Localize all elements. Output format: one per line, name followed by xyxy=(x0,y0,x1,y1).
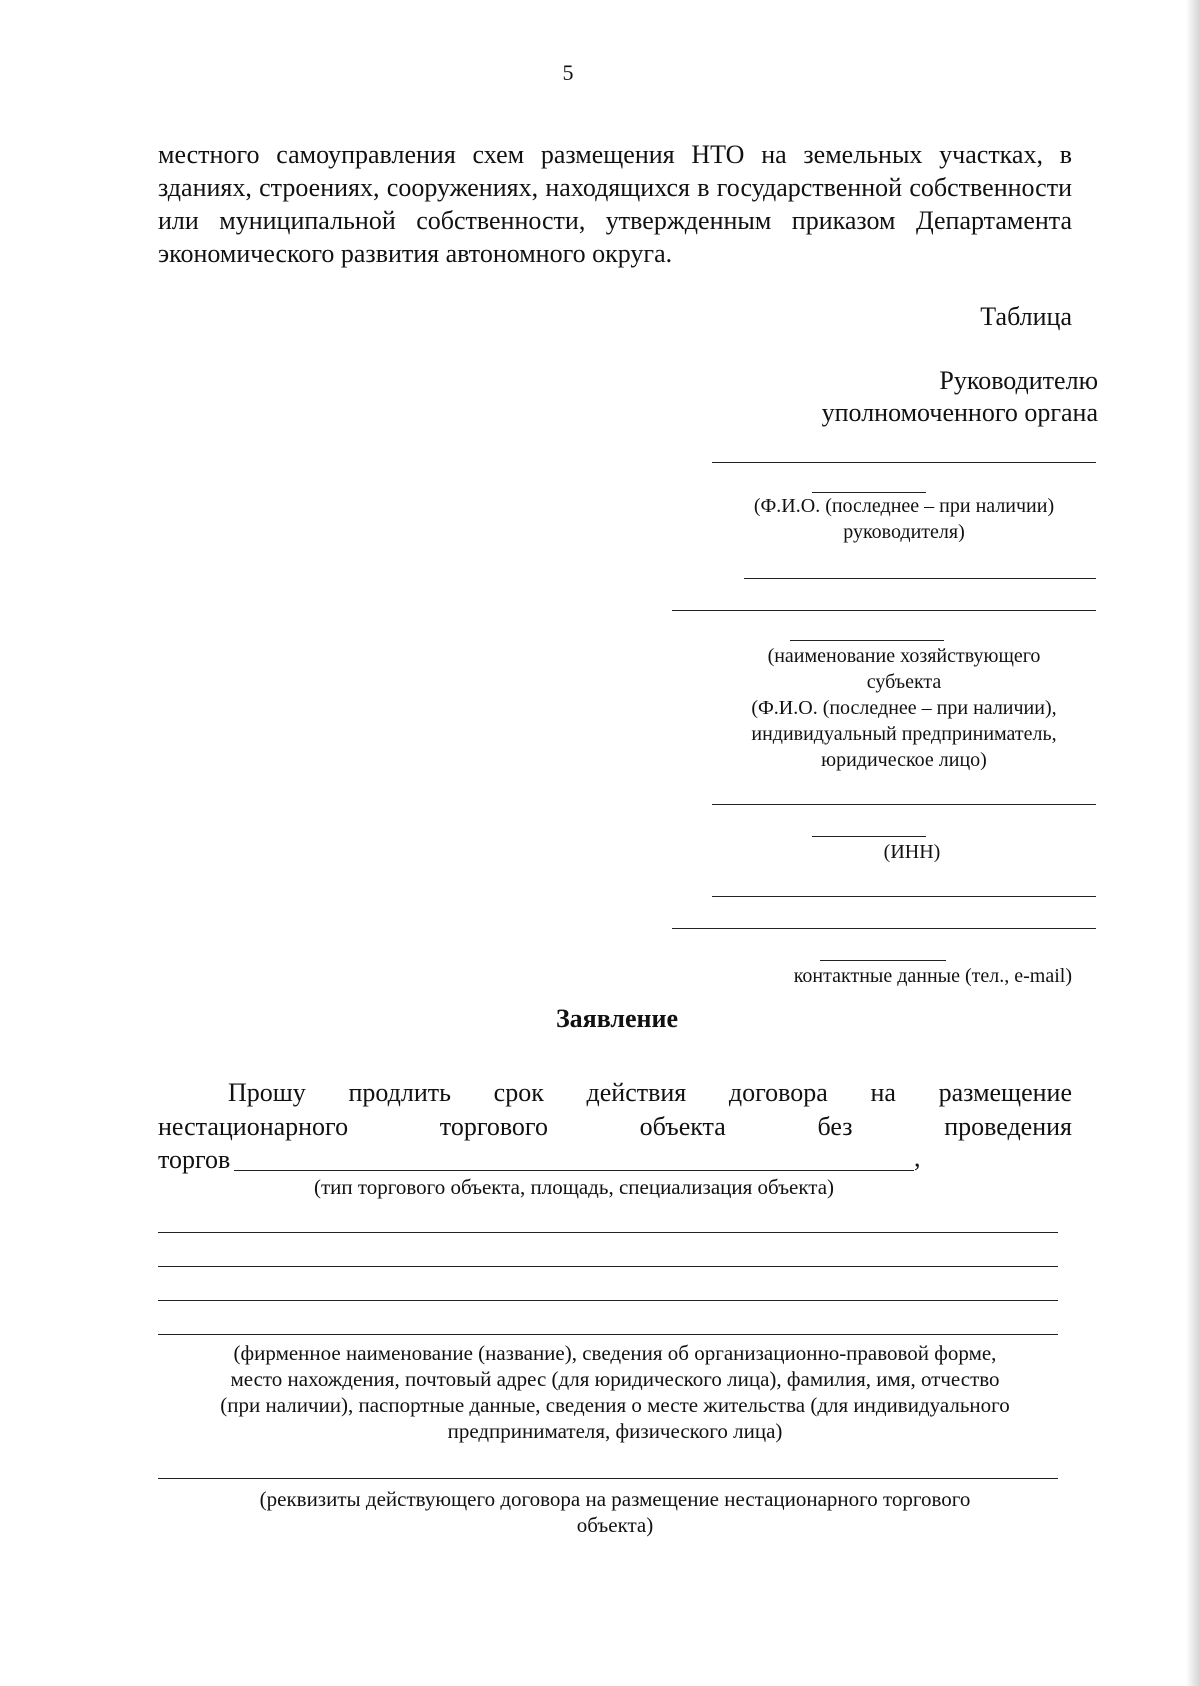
applicant-caption-3: (при наличии), паспортные данные, сведения о месте жительства (для индивидуального xyxy=(220,1393,1010,1417)
object-type-line xyxy=(234,1170,914,1171)
applicant-line-1 xyxy=(158,1232,1058,1233)
caption-rule xyxy=(812,836,926,837)
head-fio-caption-2: руководителя) xyxy=(843,521,965,543)
contacts-caption: контактные данные (тел., e-mail) xyxy=(793,965,1072,987)
contract-caption-1: (реквизиты действующего договора на размещение нестационарного торгового xyxy=(259,1487,971,1511)
contacts-line-2 xyxy=(672,928,1096,929)
head-name-line xyxy=(712,462,1096,463)
request-line-3-suffix: , xyxy=(914,1143,921,1172)
entity-line-2 xyxy=(672,610,1096,611)
table-label: Таблица xyxy=(980,302,1072,331)
entity-caption-5: юридическое лицо) xyxy=(821,749,987,771)
contract-caption-2: объекта) xyxy=(576,1513,654,1537)
applicant-caption-4: предпринимателя, физического лица) xyxy=(447,1419,783,1443)
applicant-line-3 xyxy=(158,1300,1058,1301)
addressee-line-1: Руководителю xyxy=(939,366,1098,395)
object-caption: (тип торгового объекта, площадь, специализация объекта) xyxy=(313,1175,835,1199)
caption-rule xyxy=(820,960,946,961)
entity-caption-1: (наименование хозяйствующего xyxy=(767,645,1041,667)
request-line-3-prefix: торгов xyxy=(158,1145,231,1174)
inn-caption: (ИНН) xyxy=(883,841,941,863)
entity-caption-3: (Ф.И.О. (последнее – при наличии), xyxy=(751,697,1057,719)
inn-line xyxy=(712,804,1096,805)
applicant-caption-1: (фирменное наименование (название), сведения об организационно-правовой форме, xyxy=(233,1341,997,1365)
applicant-caption-2: место нахождения, почтовый адрес (для юридического лица), фамилия, имя, отчество xyxy=(230,1367,1000,1391)
page-number: 5 xyxy=(562,60,574,85)
applicant-line-4 xyxy=(158,1334,1058,1335)
entity-caption-2: субъекта xyxy=(866,671,942,693)
contacts-line-1 xyxy=(712,896,1096,897)
request-line-2: нестационарного торгового объекта без проведения xyxy=(158,1112,1072,1141)
applicant-line-2 xyxy=(158,1266,1058,1267)
page-edge-shadow xyxy=(1186,0,1200,1686)
entity-caption-4: индивидуальный предприниматель, xyxy=(751,723,1057,745)
caption-rule xyxy=(812,492,926,493)
document-title: Заявление xyxy=(555,1004,679,1033)
contract-line xyxy=(158,1478,1058,1479)
request-line-1: Прошу продлить срок действия договора на размещение xyxy=(228,1078,1072,1107)
intro-paragraph: местного самоуправления схем размещения НТО на земельных участках, в зданиях, строениях, сооружениях, находящихся в государственной собственности или муниципальной собственности, утвержденным приказом Департамента экономического развития автономного округа. xyxy=(158,140,1072,268)
entity-line-1 xyxy=(744,578,1096,579)
caption-rule xyxy=(790,640,944,641)
addressee-line-2: уполномоченного органа xyxy=(821,398,1098,427)
head-fio-caption: (Ф.И.О. (последнее – при наличии) xyxy=(753,495,1055,517)
